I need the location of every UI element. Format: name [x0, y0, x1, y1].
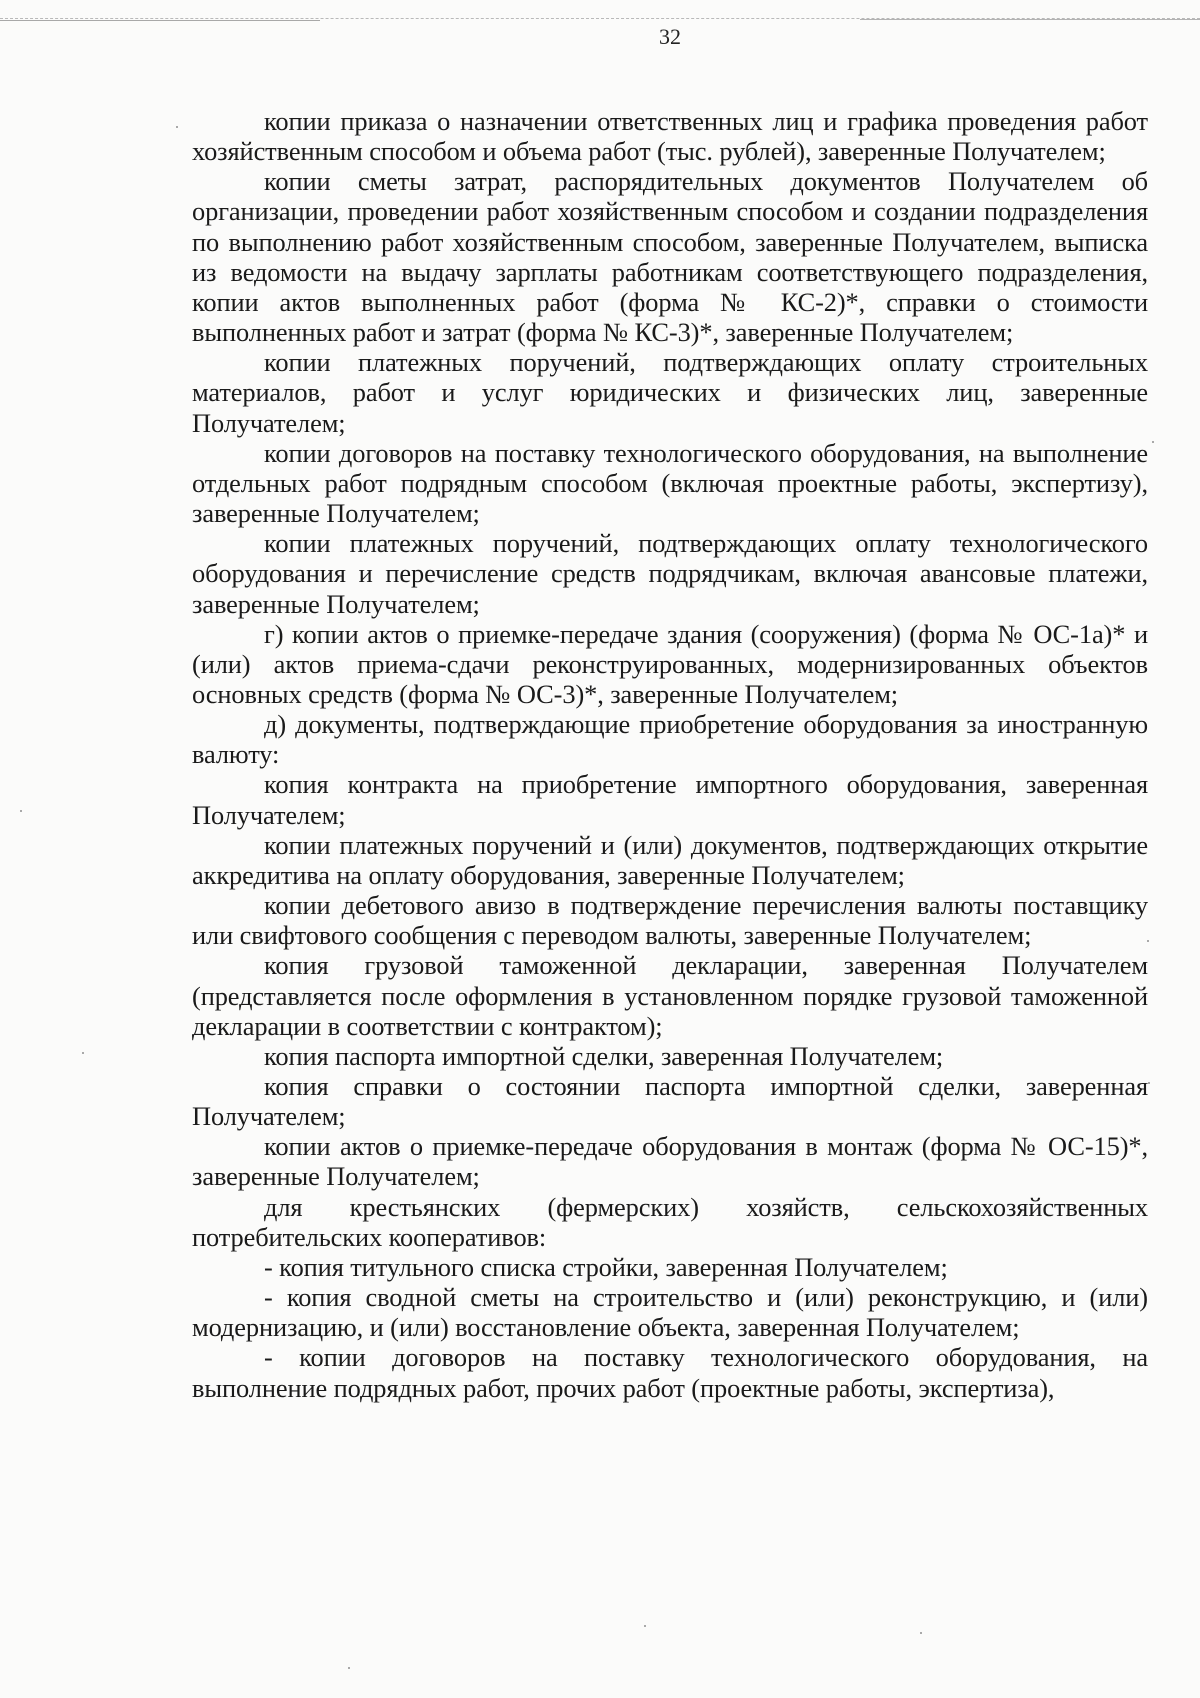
page-number: 32: [659, 24, 681, 49]
paragraph: копии договоров на поставку технологического оборудования, на выполнение отдельных работ подрядным способом (включая проектные работы, экспертизу), заверенные Получателем;: [192, 437, 1148, 529]
scan-speck: [82, 1052, 84, 1054]
paragraph: копии сметы затрат, распорядительных документов Получателем об организации, проведении работ хозяйственным способом и создании подразделения по выполнению работ хозяйственным способом, заверенные Получателем, выписка из ведомости на выдачу зарплаты работникам соответствующего подразделения, копии актов выполненных работ (форма № КС-2)*, справки о стоимости выполненных работ и затрат (форма № КС-3)*, заверенные Получателем;: [192, 166, 1148, 348]
paragraph: копия справки о состоянии паспорта импортной сделки, заверенная Получателем;: [192, 1071, 1148, 1132]
paragraph: копии приказа о назначении ответственных лиц и графика проведения работ хозяйственным способом и объема работ (тыс. рублей), заверенные Получателем;: [192, 106, 1148, 167]
paragraph: копии платежных поручений, подтверждающих оплату строительных материалов, работ и услуг юридических и физических лиц, заверенные Получателем;: [192, 347, 1148, 438]
paragraph: копии платежных поручений, подтверждающих оплату технологического оборудования и перечисление средств подрядчикам, включая авансовые платежи, заверенные Получателем;: [192, 528, 1148, 619]
paragraph: для крестьянских (фермерских) хозяйств, сельскохозяйственных потребительских кооперативов:: [192, 1191, 1148, 1252]
paragraph-item-g: г) копии актов о приемке-передаче здания (сооружения) (форма № ОС-1а)* и (или) актов приема-сдачи реконструированных, модернизированных объектов основных средств (форма № ОС-3)*, заверенные Получателем;: [192, 618, 1148, 709]
paragraph: копия контракта на приобретение импортного оборудования, заверенная Получателем;: [192, 769, 1148, 830]
dash-list-item: - копии договоров на поставку технологического оборудования, на выполнение подрядных работ, прочих работ (проектные работы, экспертиза),: [192, 1342, 1148, 1403]
scan-speck: [20, 810, 22, 812]
scan-speck: [1152, 441, 1154, 443]
document-body: [192, 106, 1148, 1403]
paragraph: копии актов о приемке-передаче оборудования в монтаж (форма № ОС-15)*, заверенные Получателем;: [192, 1131, 1148, 1192]
paragraph: копии платежных поручений и (или) документов, подтверждающих открытие аккредитива на оплату оборудования, заверенные Получателем;: [192, 829, 1148, 890]
scan-speck: [920, 1632, 922, 1634]
scan-edge-line-left: [0, 20, 320, 21]
scan-speck: [1148, 1082, 1150, 1084]
paragraph: копии дебетового авизо в подтверждение перечисления валюты поставщику или свифтового сообщения с переводом валюты, заверенные Получателем;: [192, 890, 1148, 951]
dash-list-item: - копия титульного списка стройки, заверенная Получателем;: [264, 1251, 948, 1282]
paragraph: копия паспорта импортной сделки, заверенная Получателем;: [264, 1040, 944, 1071]
scan-speck: [348, 1667, 350, 1669]
dash-list-item: - копия сводной сметы на строительство и (или) реконструкцию, и (или) модернизацию, и (или) восстановление объекта, заверенная Получателем;: [192, 1282, 1148, 1343]
paragraph: копия грузовой таможенной декларации, заверенная Получателем (представляется после оформления в установленном порядке грузовой таможенной декларации в соответствии с контрактом);: [192, 950, 1148, 1041]
scan-edge-line-right: [860, 19, 1200, 20]
scan-speck: [176, 126, 178, 128]
scan-speck: [644, 1625, 646, 1627]
paragraph-item-d: д) документы, подтверждающие приобретение оборудования за иностранную валюту:: [192, 709, 1148, 770]
